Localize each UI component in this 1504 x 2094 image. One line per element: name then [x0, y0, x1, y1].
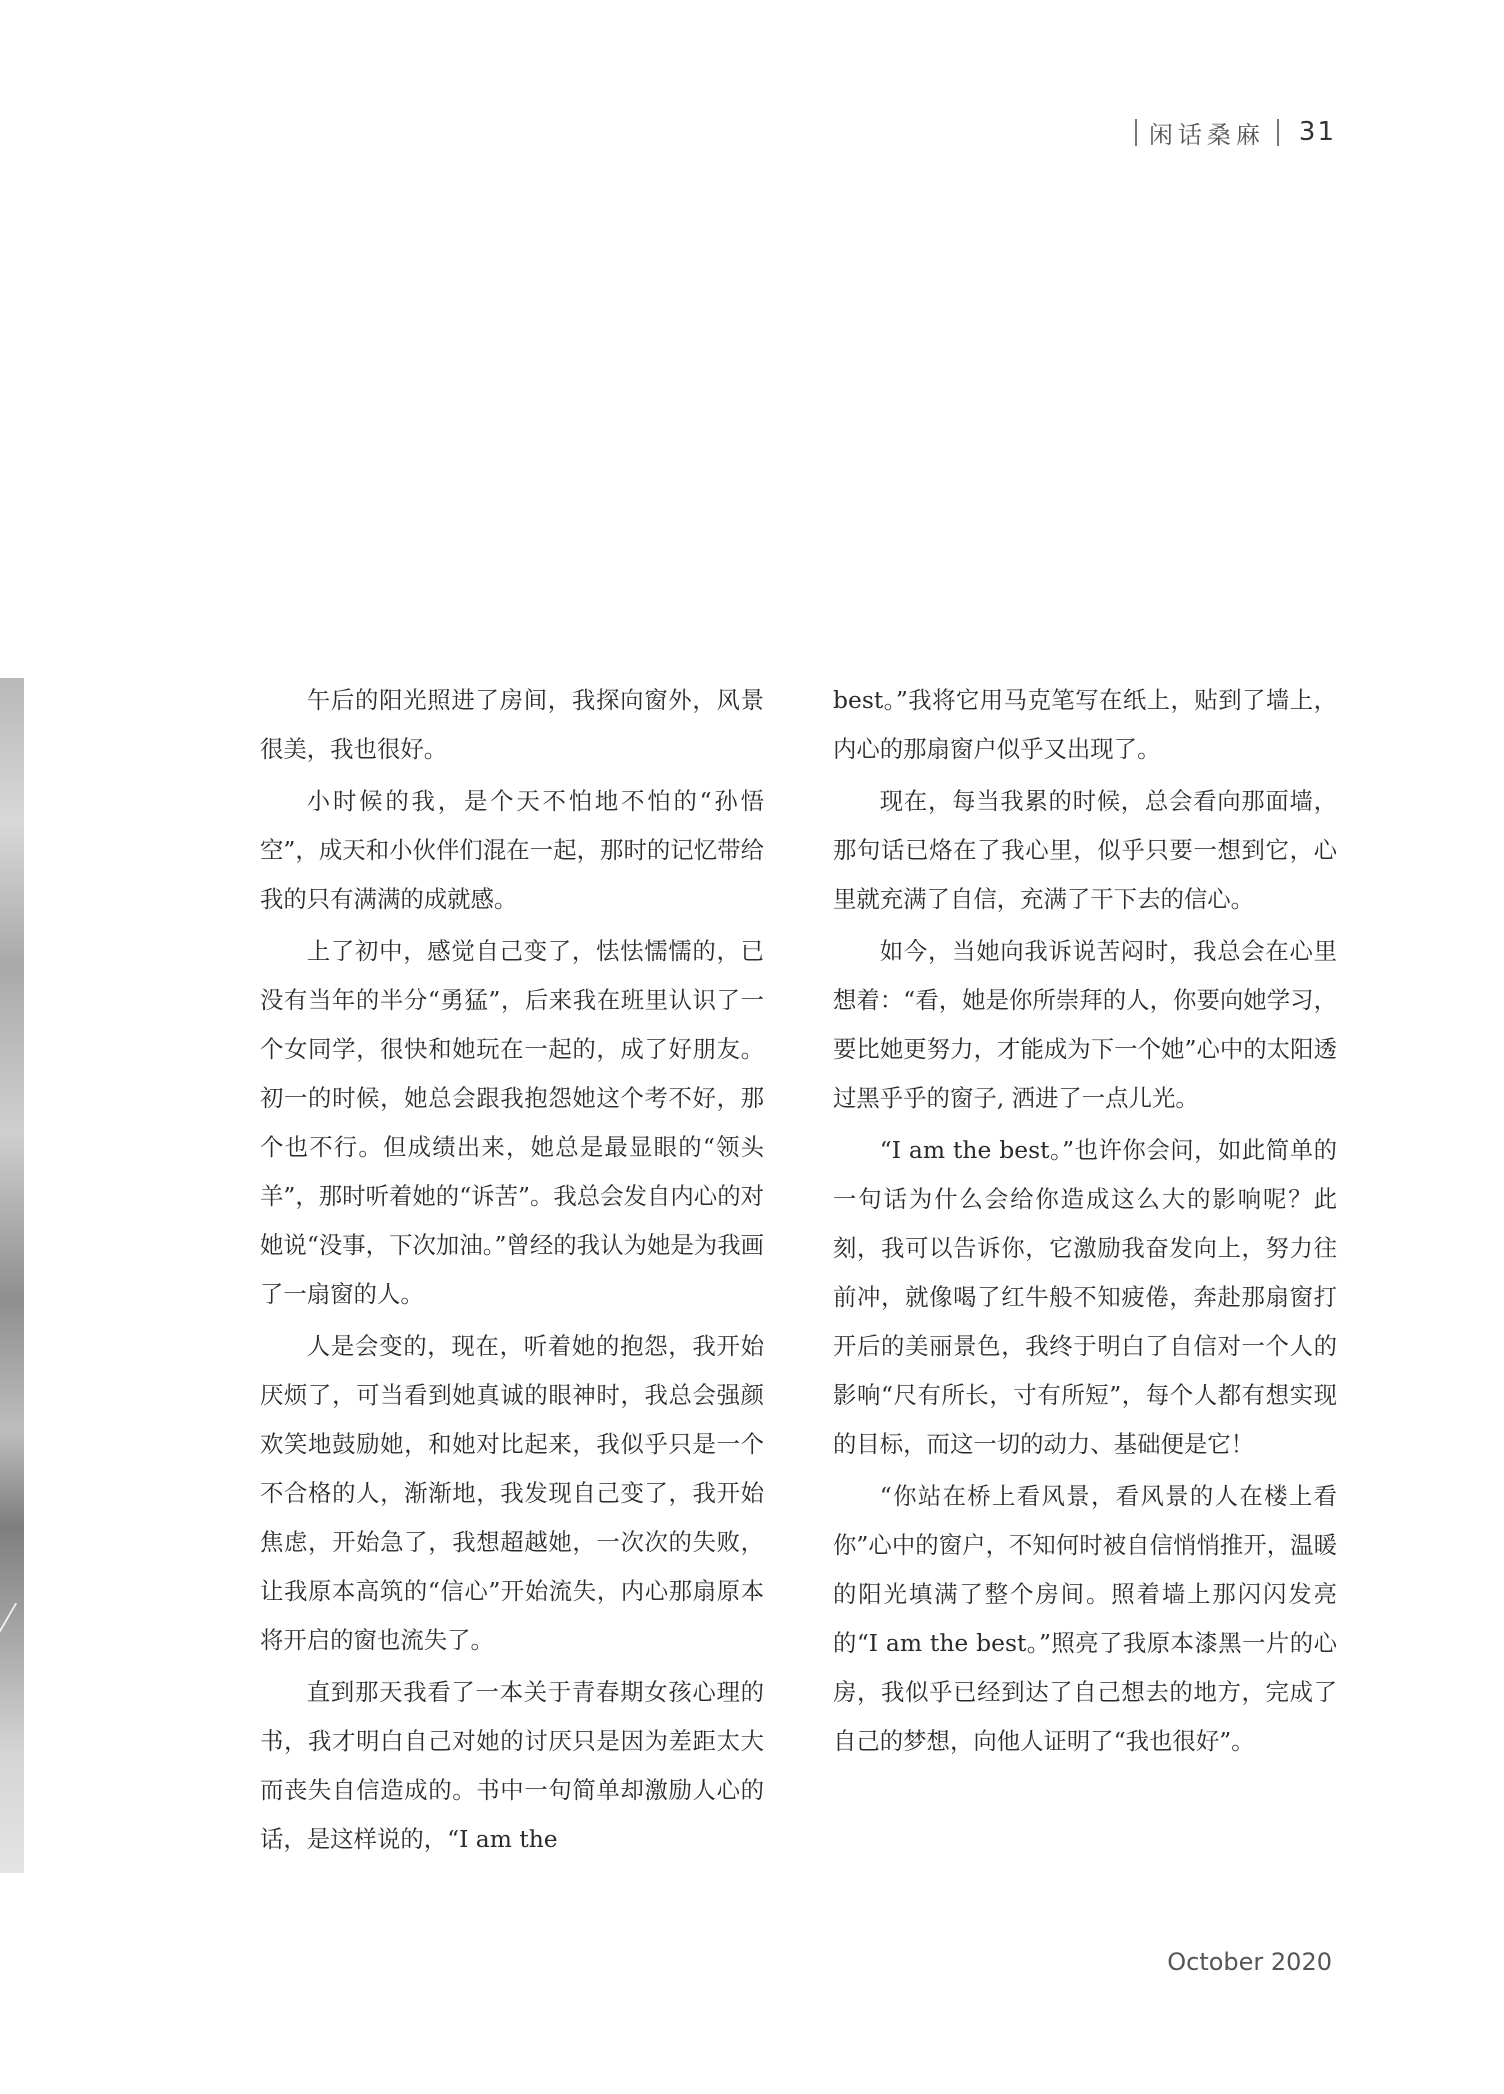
paragraph: 如今，当她向我诉说苦闷时，我总会在心里想着：“看，她是你所崇拜的人，你要向她学习，要比她更努力，才能成为下一个她”心中的太阳透过黑乎乎的窗子, 洒进了一点儿光。 [833, 937, 1337, 1112]
paragraph: “你站在桥上看风景，看风景的人在楼上看你”心中的窗户，不知何时被自信悄悄推开，温暖的阳光填满了整个房间。照着墙上那闪闪发亮的“I am the best。”照亮了我原本漆黑一片的心房，我似乎已经到达了自己想去的地方，完成了自己的梦想，向他人证明了“我也很好”。 [833, 1482, 1337, 1755]
page-header [1135, 114, 1336, 150]
edge-photo-strip [0, 678, 24, 1873]
header-divider-right [1277, 119, 1279, 146]
header-divider-left [1135, 119, 1137, 146]
paragraph: 现在，每当我累的时候，总会看向那面墙，那句话已烙在了我心里，似乎只要一想到它，心里就充满了自信，充满了干下去的信心。 [833, 787, 1337, 913]
paragraph-continuation: best。”我将它用马克笔写在纸上，贴到了墙上，内心的那扇窗户似乎又出现了。 [833, 686, 1337, 763]
section-title: 闲话桑麻 [1148, 120, 1265, 149]
paragraph: 人是会变的，现在，听着她的抱怨，我开始厌烦了，可当看到她真诚的眼神时，我总会强颜欢笑地鼓励她，和她对比起来，我似乎只是一个不合格的人，渐渐地，我发现自己变了，我开始焦虑，开始急了，我想超越她，一次次的失败，让我原本高筑的“信心”开始流失，内心那扇原本将开启的窗也流失了。 [260, 1332, 764, 1654]
right-column [833, 676, 1337, 1769]
paragraph: 上了初中，感觉自己变了，怯怯懦懦的，已没有当年的半分“勇猛”，后来我在班里认识了一个女同学，很快和她玩在一起的，成了好朋友。初一的时候，她总会跟我抱怨她这个考不好，那个也不行。但成绩出来，她总是最显眼的“领头羊”，那时听着她的“诉苦”。我总会发自内心的对她说“没事，下次加油。”曾经的我认为她是为我画了一扇窗的人。 [260, 937, 764, 1308]
paragraph: 直到那天我看了一本关于青春期女孩心理的书，我才明白自己对她的讨厌只是因为差距太大而丧失自信造成的。书中一句简单却激励人心的话，是这样说的，“I am the [260, 1678, 764, 1853]
paragraph: “I am the best。”也许你会问，如此简单的一句话为什么会给你造成这么大的影响呢？此刻，我可以告诉你，它激励我奋发向上，努力往前冲，就像喝了红牛般不知疲倦，奔赴那扇窗打开后的美丽景色，我终于明白了自信对一个人的影响“尺有所长，寸有所短”，每个人都有想实现的目标，而这一切的动力、基础便是它！ [833, 1136, 1337, 1458]
issue-date: October 2020 [1167, 1948, 1332, 1976]
page-number: 31 [1298, 117, 1336, 147]
paragraph: 午后的阳光照进了房间，我探向窗外，风景很美，我也很好。 [260, 686, 764, 763]
paragraph: 小时候的我，是个天不怕地不怕的“孙悟空”，成天和小伙伴们混在一起，那时的记忆带给我的只有满满的成就感。 [260, 787, 764, 913]
left-column [260, 676, 764, 1867]
